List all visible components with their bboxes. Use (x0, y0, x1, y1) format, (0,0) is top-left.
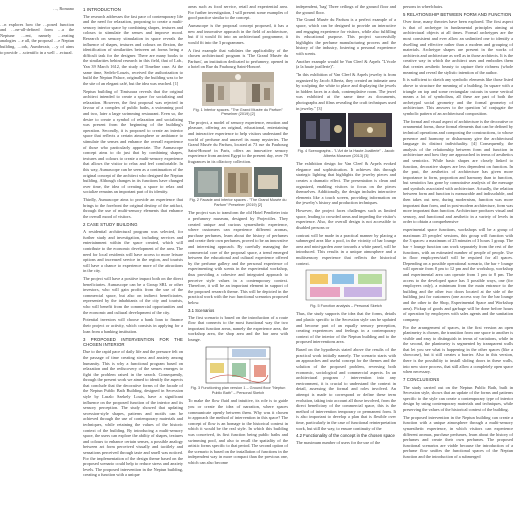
figure-1-caption: Fig. 1 Interior spaces. "The Grand Musée du Parfum" Preselner (2019) [2] (193, 107, 283, 117)
paragraph: Aumascope is the proposal concept proposed, it has a new and innovative approach in the field of architecture, but if it would fit into an architectural programme, it would fit into the 3 programmes. (188, 22, 288, 45)
section-heading-proposed-intervention: 3 PROPOSED INTERVENTION FOR THE CHOSEN INTERIOR (83, 336, 183, 348)
paragraph: The formal and visual aspect of architecture is the decorative or ornamental forms, those formal elements that can be defined by technical operations and composing the constructions, to whose presence and harmony or disharmony give the architectural language its distinct individuality. [4] Consequently, the analysis of the relationship between form and function in architecture and how they are approached in terms of aesthetics and semiotics. While basic shapes are closely linked to function, decorative shapes are less dependent on function. In the past, the aesthetics of architecture has given more importance to form, proportion and harmony than to function, but semiotics has gone by connotative analysis of the message and symbols associated with architecture. Actually, the relation between form and function is measurable and indissoluble, and then takes out new, during modernism, function was more important than form, and in post-modern architecture, form was more important than function. Architecture produces visual and sensory, and functional and aesthetic in a variety of levels in order to obtain a comprehensive (403, 118, 513, 225)
paragraph: The maximum number of users for the use of the (296, 440, 381, 446)
column-1 (83, 4, 183, 480)
subsection-heading-functionality: 4.2 Functionality of the concept in the chosen space (296, 433, 395, 439)
figure-1-museum-interior (188, 72, 288, 106)
paragraph: The exhibition design for Van Cleef & Arpels evoked elegance and sophistication. It achieves this through strategic lighting that highlights the jewelry pieces and creates a dramatic effect. The presentation is clean and organized, enabling visitors to focus on the pieces themselves. Additionally, the design includes interactive elements like a touch screen, providing information on the jewelry's history and production techniques. (296, 161, 396, 206)
figure-5-function-analysis (296, 268, 396, 302)
paragraph: independent, 'bag' Three ceilings of the ground floor and the ground floor. (296, 4, 396, 15)
paragraph: areas such as food service, retail and experiential area. For further investigation, I will present some examples of good practice similar to the concept. (188, 4, 288, 21)
paragraph: experimental space functions, workshops will be a group of maximum 25 peoples' sessions, this group will function with the 3 spaces: a maximum of 25 minutes of 3 hours 1 group. The bar + lounge function can work separately from the rest of the functions, with an estimated number of people of people. Use in floor employees/staff will be required for all spaces. Depending on a possible operational scenario, the bar + lounge will operate from 8 pm to 12 pm and the workshop, workshop and experimental area can operate from 1 pm to 8 pm. The access to the developed space has 3 possible ways, one (for employees only), a minimum from the main entrance to the building and the other two doors located at the side of the building just for customers (one access way for the bar lounge and the other to the Shop, Experimental Space and Workshop area). Pickup of goods and garbage will be done before hours of operation by employees with sales agents and the sanitation company. (403, 227, 513, 322)
paragraph: The study carried out on the Neptun Public Bath, built in Secession style, shows that an update of the forms and patterns specific to the style can create a contemporary type of interior design by using contemporary materials and techniques, while preserving the values of the historical context of the building. (403, 384, 513, 412)
paragraph: The first scenario is based on the introduction of a route flow that connects to the most functional way the two important function areas, namely the experience area, the workshop area, the shop area and the bar area with lounge. (188, 314, 288, 342)
paragraph: Another example would be Van Cleef & Arpels "L'école (a la haute joaillerie)". (296, 58, 396, 70)
paragraph: Based on the hypothesis stated above the results of the practical work initially namely. The scenario starts with an approaches and useful concept for the themes and the solution of the proposed problem, reversing both economic, sociological and commercial aspects. In an architectural program / intervention into any environment, it is crucial to understand the context in detail, assessing the formal and roles involved. An attempt is made to correspond or define these term evolution, taking into account all those involved, from the direct beneficiary of the commercial space, this is the method of intervention temporary or permanent form. It is also important to develop a plan that is flexible over time, particularly in the case of functional reinterpretation work, but still the way, to ensure continuity of the (296, 347, 396, 431)
paragraph: persons in wheelchairs. (403, 4, 444, 9)
paragraph: For the arrangement of spaces, in the first version an open planimetry is chosen, the transition from one space to another is visible and easy to distinguish in terms of variations, while in the second, the planimetry is segmented by transparent walls that let you see what is happening in the other spaces (like a showcase), but it still creates a barrier. Also in this version, there is the possibility to install sliding doors in these walls, into new store process, that still allow a completely open space when necessary. (403, 324, 513, 375)
paragraph: To make the flow fluid and intuitive, its role is to guide you or create the idea of narration, where spaces communicate openly between them. Why was it chosen to approach the method of intervention in this space? The concept of flow is an homage to the historical context in which it would be the real style. In which this building was conceived, its first function being public baths and swimming pool, and also to recall the spatiality of the artistic forms specific to that period. The second option of the scenario is based on the installation of functions in the independent way in more compact than the previous one, which can also become (188, 398, 288, 465)
paragraph: "In this exhibition of Van Cleef & Arpels jewelry is from organized by Jacob Alberta, they created an intimate area by sculpting the white to place and displaying the jewels in hidden faces in a dark, contemplative room. The jewel was exhibited at the same time as documents, photographs and films revealing the craft techniques used in jewelry." [3] (296, 72, 396, 111)
paragraph: It is sufficient to sketch any symbolic elements like those listed above to structure the meaning of a building. In square with a triangle on top and some rectangular cutouts in some vertical means a lot of symbolism, all these are part of both the archetypal social geometry and the formal geometry of architecture. This answers to the question 'of conjugate the symbolic pattern of an architectural composition. (403, 77, 513, 116)
paragraph: A residential architectural program was selected, for further study and investigation, including services and entertainment within the space created, which will contribute to the economic development of the area. The need for local residents will have access to more leisure options and increased service in the region, and tourists will have a chance to experience more of the attractions in the city. (83, 229, 183, 274)
paragraph: However, the project faces challenges such as limited space, leading to crowded areas and impeding the visitor's experience. Also, the overall design is not accessible to disabled persons or (296, 208, 396, 230)
paragraph: The proposed intervention in the Neptun building can create a function with a unique atmosphere through a multi-sensory synaesthetic experience, in which visitors can experience different aromas, purchase perfumes, learn about the history of perfumes and create their own perfumes. The proposed functional scenarios are viable because the introduction of a perfume flow unifies the functional spaces of the Neptun function and the introduction of a submerged (403, 414, 513, 459)
figure-5-caption: Fig. 5 Function analysis – Personal Sketch (310, 303, 382, 308)
paragraph: The Grand Musée du Parfum is a perfect example of a space, which can be designed to provide an interactive and engaging experience for visitors, while also fulfilling its educational purpose. This project successfully highlights the perfume manufacturing process and the history of the industry, fostering a personal experience with scents. (296, 17, 396, 56)
section-heading-case-study: 2 CASE STUDY BUILDING (83, 221, 138, 227)
abstract-text: …n explores how the …posed function and …ne-all-defined form …a the Neptune …ent, namely …reating analogies …e all, the proposal …e Neptun building, …ork, Aumbecair, …y of aims to provide …scientific in a well …ectural. (0, 21, 74, 55)
figure-2-facade-interior (188, 167, 288, 197)
paragraph: The project will have a positive impact both on the direct beneficiaries. Aumascope can be a Group SRL or other investors, who will gain profits from the use of the commercial space, but also on indirect beneficiaries, represented by the inhabitants of the city and tourists, who will benefit from the commercial opportunities and the economic and cultural development of the city. (83, 276, 183, 315)
section-heading-introduction: 1 INTRODUCTION (83, 6, 121, 12)
paragraph: Thirdly, Aumascope aims to provide an experience that brings to the forefront the original destiny of the artifact, through the use of multi-sensory elements that enhance the overall mood of visitors. (83, 197, 183, 219)
figure-2-caption: Fig. 2 Facade and interior spaces - "The Grand Musée du Parfum" Preselner (2019) [2] (189, 198, 287, 207)
paragraph: Over time, many theories have been explored. The first aspect is that of archetype in fundamental principles aiming at architectural objects at all times. Formal archetypes are the most consistent and ever allow an unlimited one to identify a dwelling and effective rather than a modern and grouping of materials. Archetype shapes are present in the works of architects and architecture as well as in those architects. It is the creative way in which the architect uses and embodies them that creates aesthetic beauty to capture their richness (whole meaning and reveal the stylistic intention of the author. (403, 19, 513, 75)
subsection-heading-scenarios: 3.1 Scenarios (188, 307, 215, 313)
figure-3-caption: Fig. 3 Functioning plan version 1 – Ground floor "Neptun Public Bath" – Personal Sketch (190, 386, 286, 395)
authors: …, Romano (52, 6, 74, 11)
paragraph: Thus, the study supports the idea that the forms, details and plastic specific to the Secession style can be updated and become part of an equally sensory perception, creating experiences and feelings in a contemporary context of the interior of the Neptun building and to the proposed interventions area. (296, 311, 396, 345)
paragraph: Potential investors will choose a bank loan to finance their project or activity, which consists in applying for a loan from a banking institution. (83, 317, 183, 334)
paragraph: contrast will be made in a practical manner by placing a submerged area like a pool, in the vicinity of bar lounge area and mini-garden zone towards a white panel, will be introduced. This results in a unique atmosphere and a multisensory experience that reflects the historical context. (296, 232, 396, 266)
column-2 (188, 4, 288, 468)
paragraph: Due to the rapid pace of daily life and the pressure felt on the passage of time creating stress and anxiety among humanity. This is why a functional program based on relaxation and the rediscovery of the senses emerges to fight the problem raised in the search. Consequently, through the present work we aimed to identify the aspects that conclude that the decorative forms of the facade of the Neptun Public Bath Building, designed in Secession style by Laszlo Szekely Louis, have a significant influence on the proposed function of the interior and its sensory perception. The study showed that updating secession-style shapes, patterns and motifs can be achieved through the use of contemporary materials and techniques, while retaining the values of the historic context of the building. By introducing a multi-sensory space, the users can explore the ability of shapes, textures and colours to enhance certain senses, a possible analogy between art form perceived visually and tactilely and sensations perceived through taste and smell was noticed. For the implementation of the design theme based on the proposed scenario could help to reduce stress and anxiety levels. The proposed intervention in the Neptun building, creating a function with a unique (83, 349, 183, 478)
paragraph: The project, a model of sensory experience, emotion and pleasure, offering an original, educational, entertaining and interactive experience to help visitors understand the world of perfume and unravel its many mysteries. The Grand Musée du Parfum, located at 73 rue du Faubourg Saint-Honoré in Paris, offers an innovative sensory experience from ancient Egypt to the present day, over 70 fragrances in its olfactory collection. (188, 119, 288, 164)
figure-4-caption: Fig. 4 Scenographs - "L'Art de la Haute Joaillerie" - Jacob Alberta Museum (2013) [3] (297, 148, 395, 158)
column-left-cropped (0, 6, 74, 57)
column-3 (296, 4, 396, 448)
column-4 (403, 4, 513, 462)
paragraph: The project was to transform the old Hotel Pendieter into a perfumery museum, designed by Projectiles. They created unique and curious synaesthetic experience, where customers can experience different aromas, purchase perfumes, learn about the history of perfumes and create their own perfumes, proved to be an innovative and interesting approach. By carefully managing the commercial core of the proposal space, a trend emerged between the educational and cultural experience offered by the perfume gallery and the personal experience of experimenting with scents in the experiential workshop, thus providing a cohesive and integrated approach to perceive style values in a contemporary context. Therefore, it will be an important element in support of the proposed research theme. This will be depicted in the practical work with the two functional scenarios proposed below. (188, 210, 288, 305)
figure-3-floor-plan (188, 345, 288, 385)
paragraph: The research addresses the fast pace of contemporary life and the need for relaxation, proposing to create a multi-sensory interior space by combining shapes, textures and colours to stimulate the senses and improve mood. Research on sensory stimulation in space reveals the influence of shapes, textures and colours on flexion, the identification of similarities between art forms being a difficult task for the designer. There are many books to the similarities behind research in this field, that of Lab., Yan 39 March 1612, the study of Timeline case. At the same time, Sedelo-Louzis, received the authorization to build the Neptun Palace, originally the building was to be the site of an elegant café, but the idea was reached. [1] (83, 13, 183, 86)
paragraph: Neptun building of Timisoara reveals that the original architect intended to create a space for socializing and relaxation. However, the first proposal was rejected in favour of a complex of public baths, a swimming pool and two, later a large swimming restaurant. Even so, the desire to create a symbol of relaxation and socializing was present from the beginning of the building's operation. Secondly, it is proposed to create an interior space that reflects a certain atmosphere or ambiance to stimulate the senses and enhance the overall experience of those who particularly appreciate. The Aumascope concept aims to do just that by combining shapes, textures and colours to create a multi-sensory experience that allows the visitor to relax and feel comfortable. In this way, Aumascope can be seen as a continuation of the original concept of the architect who designed the Neptun building. Although changes in its functions have changed over time, the idea of creating a space to relax and socialize remains an important part of its identity. (83, 88, 183, 195)
section-heading-form-function: 5 RELATIONSHIP BETWEEN FORM AND FUNCTION (403, 12, 512, 18)
figure-4-scenographs (296, 113, 396, 147)
paragraph: A first example that validates the applicability of the chosen architectural program is 'The Grand Musée du Parfum', an institution dedicated to perfumery, opened in a hotel on Rue du Faubourg Saint-Honoré. (188, 47, 288, 70)
section-heading-conclusions: 7 CONCLUSIONS (403, 377, 440, 383)
